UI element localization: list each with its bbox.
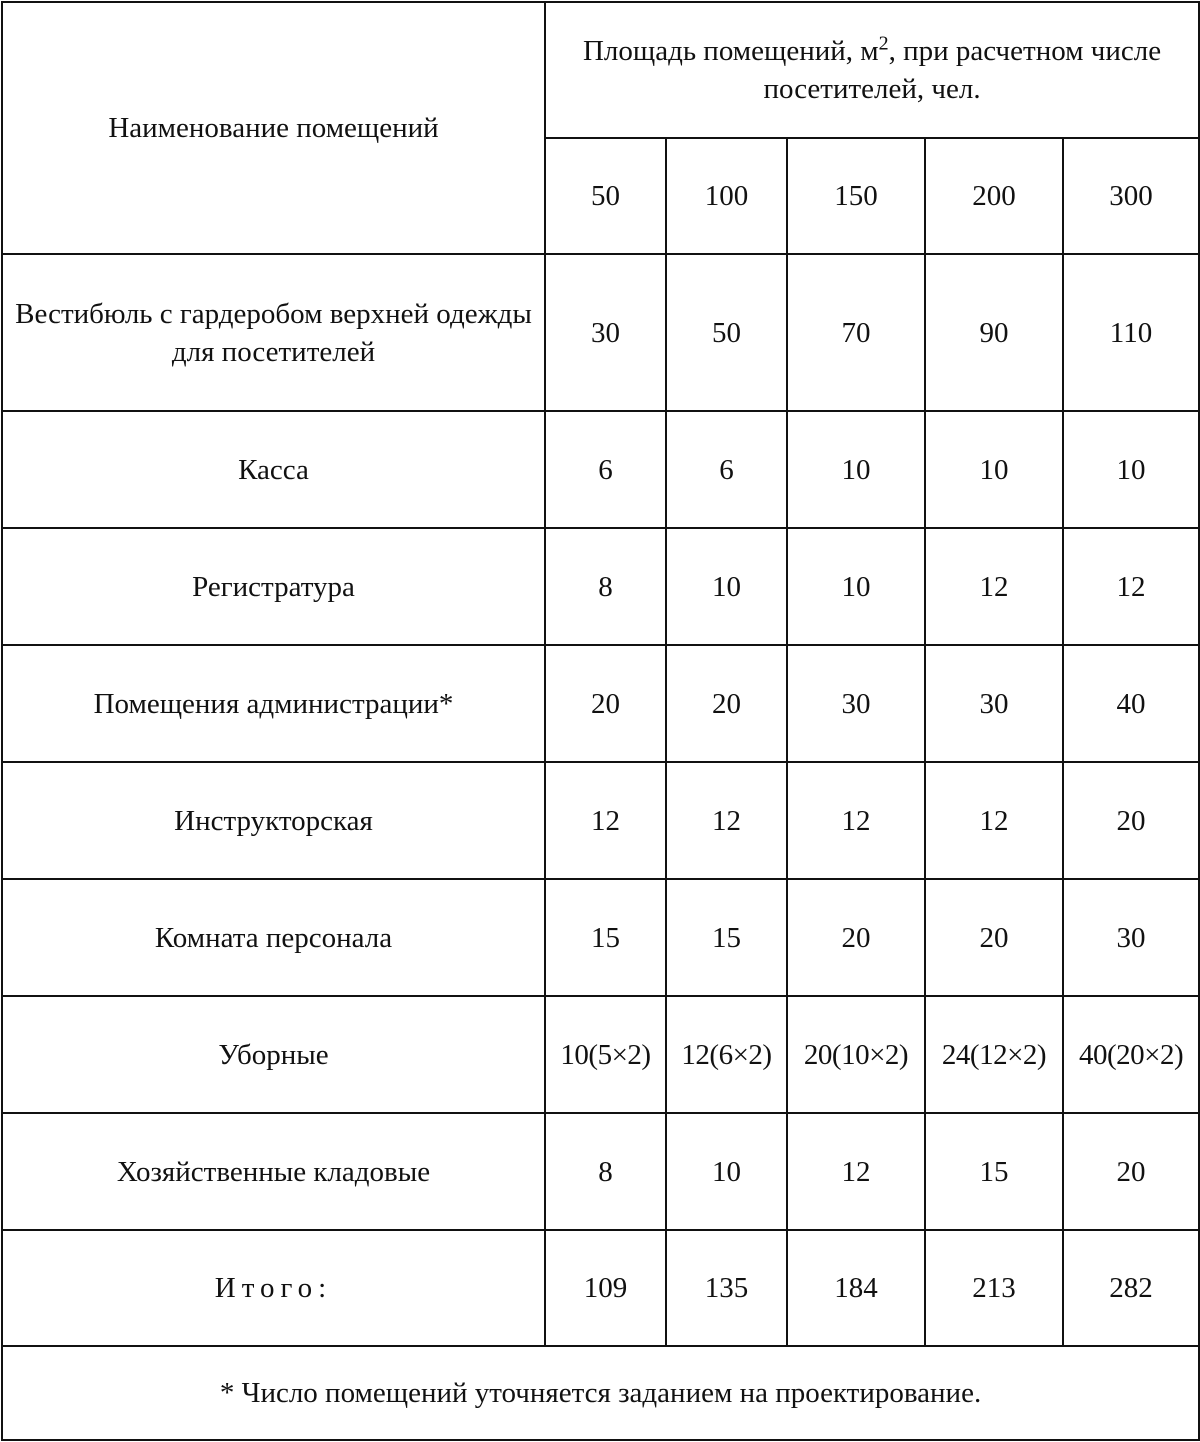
table-row [2, 411, 1199, 528]
area-value-cell: 15 [925, 1113, 1063, 1230]
visitor-count-header: 50 [545, 138, 666, 254]
room-name-cell: Регистратура [2, 528, 545, 645]
area-value-cell: 20 [925, 879, 1063, 996]
area-value-cell: 10(5×2) [545, 996, 666, 1113]
table-row [2, 762, 1199, 879]
area-value-cell: 15 [666, 879, 787, 996]
area-value-cell: 40(20×2) [1063, 996, 1199, 1113]
area-value-cell: 30 [787, 645, 925, 762]
area-value-cell: 12 [787, 1113, 925, 1230]
area-value-cell: 10 [666, 528, 787, 645]
area-header-text: Площадь помещений, м [582, 35, 879, 67]
room-name-cell: Уборные [2, 996, 545, 1113]
table-row [2, 645, 1199, 762]
area-value-cell: 10 [787, 411, 925, 528]
area-value-cell: 8 [545, 528, 666, 645]
table-row [2, 879, 1199, 996]
room-name-column-header: Наименование помещений [2, 2, 545, 254]
header-row-1 [2, 2, 1199, 138]
total-value-cell: 213 [925, 1230, 1063, 1346]
total-row [2, 1230, 1199, 1346]
area-header-continuation: , при расчетном числе посетителей, чел. [763, 35, 1162, 105]
total-value-cell: 135 [666, 1230, 787, 1346]
area-value-cell: 30 [1063, 879, 1199, 996]
area-value-cell: 30 [925, 645, 1063, 762]
room-name-cell: Хозяйственные кладовые [2, 1113, 545, 1230]
visitor-count-header: 100 [666, 138, 787, 254]
visitor-count-header: 200 [925, 138, 1063, 254]
visitor-count-header: 300 [1063, 138, 1199, 254]
area-value-cell: 24(12×2) [925, 996, 1063, 1113]
room-name-cell: Помещения администрации* [2, 645, 545, 762]
area-value-cell: 6 [545, 411, 666, 528]
room-area-table [1, 1, 1200, 1441]
area-value-cell: 12 [925, 528, 1063, 645]
footnote-row [2, 1346, 1199, 1440]
area-value-cell: 20 [666, 645, 787, 762]
area-value-cell: 15 [545, 879, 666, 996]
room-name-cell: Касса [2, 411, 545, 528]
area-value-cell: 90 [925, 254, 1063, 411]
area-value-cell: 30 [545, 254, 666, 411]
area-value-cell: 10 [1063, 411, 1199, 528]
area-value-cell: 20(10×2) [787, 996, 925, 1113]
area-value-cell: 50 [666, 254, 787, 411]
area-value-cell: 6 [666, 411, 787, 528]
area-value-cell: 10 [666, 1113, 787, 1230]
room-name-cell: Инструкторская [2, 762, 545, 879]
table-row [2, 1113, 1199, 1230]
table-row [2, 254, 1199, 411]
area-value-cell: 8 [545, 1113, 666, 1230]
area-value-cell: 12 [925, 762, 1063, 879]
area-group-header [545, 2, 1199, 138]
area-value-cell: 12(6×2) [666, 996, 787, 1113]
area-value-cell: 12 [666, 762, 787, 879]
visitor-count-header: 150 [787, 138, 925, 254]
area-value-cell: 20 [1063, 1113, 1199, 1230]
table-row [2, 996, 1199, 1113]
room-name-cell: Комната персонала [2, 879, 545, 996]
area-value-cell: 10 [925, 411, 1063, 528]
footnote: * Число помещений уточняется заданием на проектирование. [2, 1346, 1199, 1440]
total-value-cell: 109 [545, 1230, 666, 1346]
area-value-cell: 20 [545, 645, 666, 762]
total-value-cell: 282 [1063, 1230, 1199, 1346]
total-value-cell: 184 [787, 1230, 925, 1346]
area-value-cell: 20 [787, 879, 925, 996]
area-value-cell: 110 [1063, 254, 1199, 411]
area-value-cell: 12 [545, 762, 666, 879]
area-value-cell: 40 [1063, 645, 1199, 762]
area-value-cell: 12 [1063, 528, 1199, 645]
area-value-cell: 10 [787, 528, 925, 645]
area-unit-superscript: 2 [878, 32, 889, 55]
room-name-cell: Вестибюль с гардеробом верхней одежды для посетителей [2, 254, 545, 411]
area-value-cell: 12 [787, 762, 925, 879]
area-value-cell: 70 [787, 254, 925, 411]
area-value-cell: 20 [1063, 762, 1199, 879]
table-row [2, 528, 1199, 645]
total-label: Итого: [2, 1230, 545, 1346]
